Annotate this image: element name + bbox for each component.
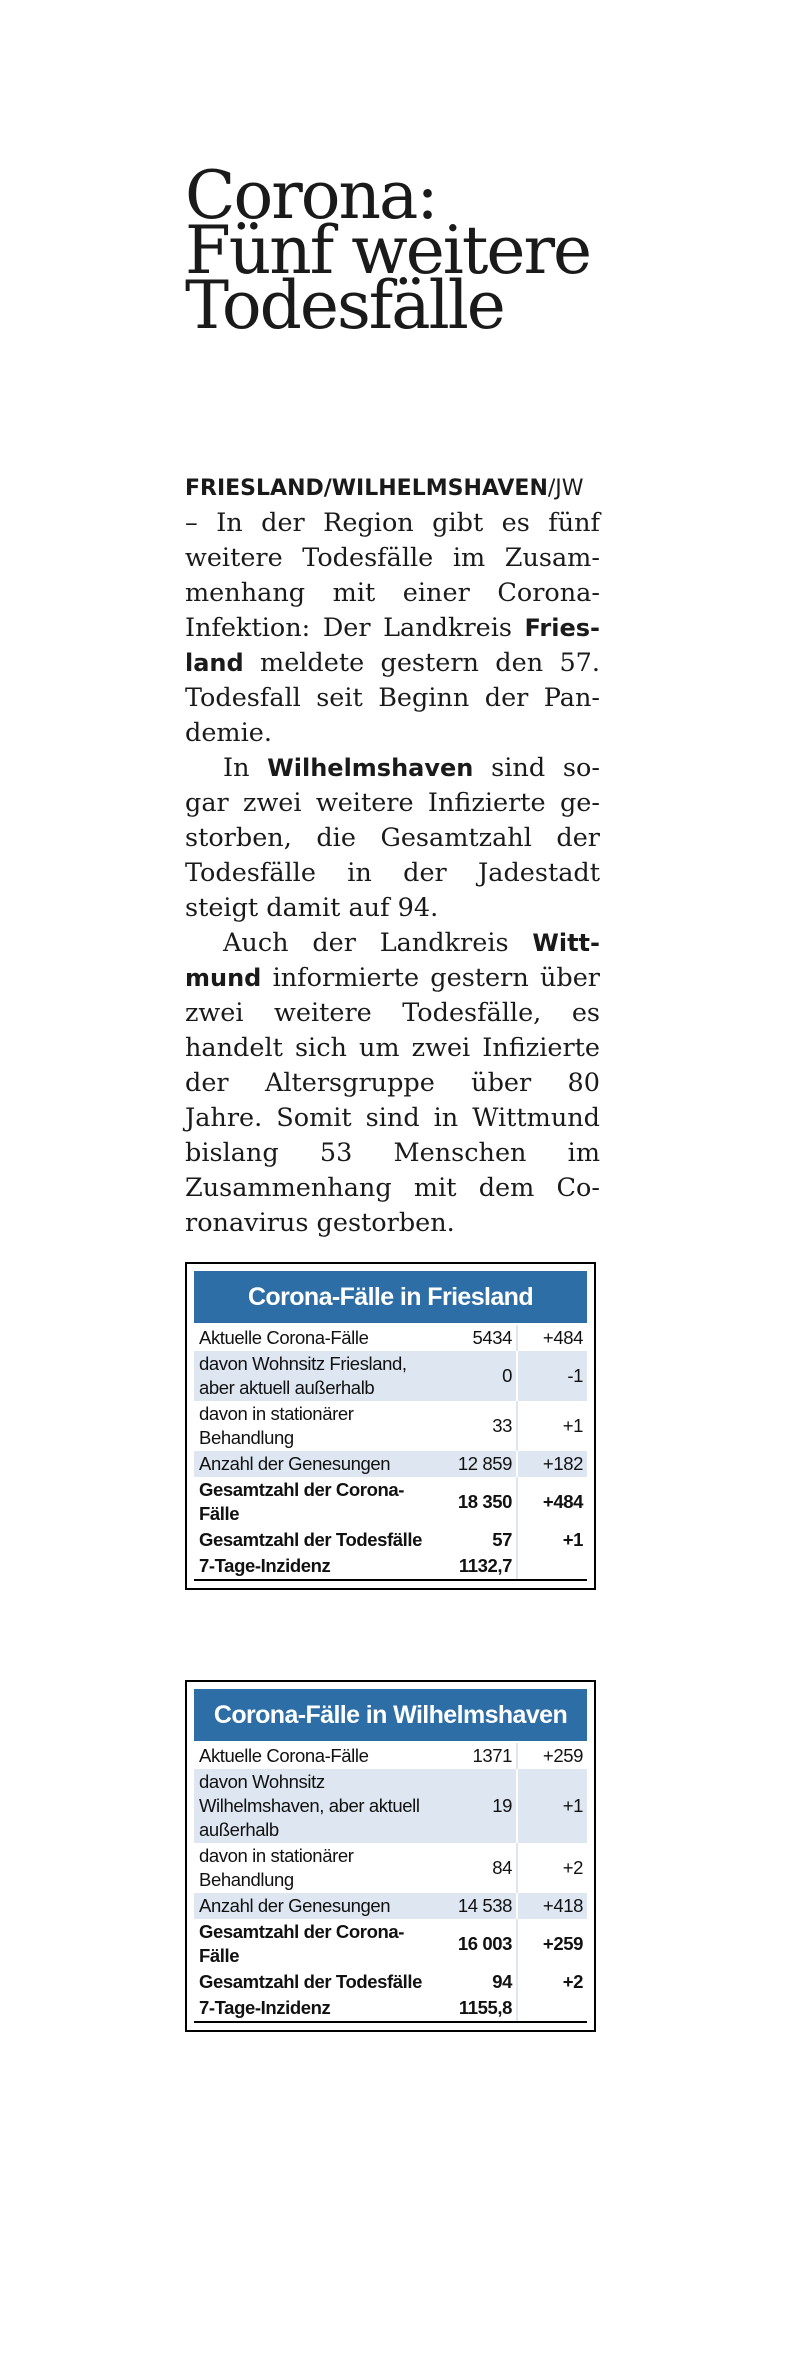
row-value: 1155,8 bbox=[429, 1995, 517, 2022]
row-change: -1 bbox=[517, 1351, 587, 1401]
wilhelmshaven-box-title: Corona-Fälle in Wilhelmshaven bbox=[194, 1689, 587, 1741]
row-label: davon Wohnsitz Wilhelmshaven, aber aktuell außerhalb bbox=[194, 1769, 429, 1843]
row-value: 18 350 bbox=[429, 1477, 517, 1527]
row-change: +418 bbox=[517, 1893, 587, 1919]
row-value: 0 bbox=[429, 1351, 517, 1401]
table-row bbox=[194, 1969, 587, 1995]
table-row bbox=[194, 1351, 587, 1401]
paragraph-3 bbox=[185, 926, 600, 1241]
table-row bbox=[194, 1401, 587, 1451]
row-label: Gesamtzahl der Todesfälle bbox=[199, 1529, 423, 1550]
headline-line-2: Fünf weitere bbox=[185, 212, 591, 289]
row-label: davon Wohnsitz Friesland, aber aktuell außerhalb bbox=[194, 1351, 429, 1401]
row-value: 33 bbox=[429, 1401, 517, 1451]
friesland-stats-table bbox=[194, 1325, 587, 1581]
row-change: +259 bbox=[542, 1933, 583, 1954]
table-row bbox=[194, 1843, 587, 1893]
friesland-box-title: Corona-Fälle in Friesland bbox=[194, 1271, 587, 1323]
row-label: 7-Tage-Inzidenz bbox=[194, 1995, 429, 2022]
friesland-stats-box bbox=[185, 1262, 596, 1590]
row-change: +1 bbox=[562, 1529, 583, 1550]
source-tag: /JW bbox=[547, 476, 584, 501]
paragraph-3-text-b: informierte gestern über zwei weitere Todesfälle, es handelt sich um zwei Infizierte der Altersgruppe über 80 Jahre. Somit sind in Wittmund bislang 53 Menschen im Zusammenhang mit dem Coronavirus gestorben. bbox=[185, 963, 600, 1238]
table-row bbox=[194, 1919, 587, 1969]
row-change: +2 bbox=[562, 1857, 583, 1878]
row-value: 5434 bbox=[429, 1325, 517, 1351]
paragraph-2-text-a: In bbox=[223, 753, 268, 783]
headline bbox=[185, 157, 605, 344]
row-value: 19 bbox=[429, 1769, 517, 1843]
wilhelmshaven-stats-box bbox=[185, 1680, 596, 2032]
paragraph-3-text-a: Auch der Landkreis bbox=[223, 928, 533, 958]
keyword-wilhelmshaven: Wilhelmshaven bbox=[267, 754, 474, 782]
paragraph-1 bbox=[185, 470, 600, 751]
headline-line-1: Corona: bbox=[185, 157, 437, 234]
row-label: Gesamtzahl der Corona-Fälle bbox=[199, 1921, 405, 1966]
article-body bbox=[185, 470, 600, 1241]
paragraph-2 bbox=[185, 751, 600, 926]
paragraph-1-text-a: – In der Region gibt es fünf weitere Todesfälle im Zusammenhang mit einer Corona-Infektion: Der Landkreis bbox=[185, 508, 600, 643]
table-row bbox=[194, 1995, 587, 2022]
table-row bbox=[194, 1769, 587, 1843]
row-value: 1371 bbox=[429, 1743, 517, 1769]
row-value: 84 bbox=[429, 1843, 517, 1893]
keyword-friesland: Friesland bbox=[185, 614, 600, 677]
row-change bbox=[517, 1553, 587, 1580]
table-row bbox=[194, 1477, 587, 1527]
table-row bbox=[194, 1893, 587, 1919]
row-label: 7-Tage-Inzidenz bbox=[194, 1553, 429, 1580]
keyword-wittmund: Wittmund bbox=[185, 929, 600, 992]
row-value: 57 bbox=[429, 1527, 517, 1553]
row-label: davon in stationärer Behandlung bbox=[199, 1403, 354, 1448]
row-label: Gesamtzahl der Corona-Fälle bbox=[199, 1479, 405, 1524]
row-change: +2 bbox=[562, 1971, 583, 1992]
row-label: davon in stationärer Behandlung bbox=[199, 1845, 354, 1890]
row-change: +484 bbox=[542, 1491, 583, 1512]
row-change: +1 bbox=[517, 1769, 587, 1843]
row-label: Gesamtzahl der Todesfälle bbox=[199, 1971, 423, 1992]
row-change: +484 bbox=[542, 1327, 583, 1348]
row-label: Aktuelle Corona-Fälle bbox=[199, 1327, 369, 1348]
row-value: 12 859 bbox=[429, 1451, 517, 1477]
wilhelmshaven-stats-table bbox=[194, 1743, 587, 2023]
table-row bbox=[194, 1325, 587, 1351]
row-change: +182 bbox=[517, 1451, 587, 1477]
row-change bbox=[517, 1995, 587, 2022]
table-row bbox=[194, 1743, 587, 1769]
headline-line-3: Todesfälle bbox=[185, 267, 504, 344]
row-value: 94 bbox=[429, 1969, 517, 1995]
row-label: Anzahl der Genesungen bbox=[194, 1893, 429, 1919]
row-change: +1 bbox=[562, 1415, 583, 1436]
row-value: 1132,7 bbox=[429, 1553, 517, 1580]
table-row bbox=[194, 1451, 587, 1477]
row-value: 14 538 bbox=[429, 1893, 517, 1919]
row-value: 16 003 bbox=[429, 1919, 517, 1969]
paragraph-1-text-b: meldete gestern den 57. Todesfall seit Beginn der Pandemie. bbox=[185, 648, 600, 748]
dateline: FRIESLAND/WILHELMSHAVEN bbox=[185, 476, 548, 501]
row-label: Anzahl der Genesungen bbox=[194, 1451, 429, 1477]
row-label: Aktuelle Corona-Fälle bbox=[199, 1745, 369, 1766]
table-row bbox=[194, 1553, 587, 1580]
paragraph-2-text-b: sind sogar zwei weitere Infizierte gestorben, die Gesamtzahl der Todesfälle in der Jadestadt steigt damit auf 94. bbox=[185, 753, 600, 923]
table-row bbox=[194, 1527, 587, 1553]
row-change: +259 bbox=[542, 1745, 583, 1766]
